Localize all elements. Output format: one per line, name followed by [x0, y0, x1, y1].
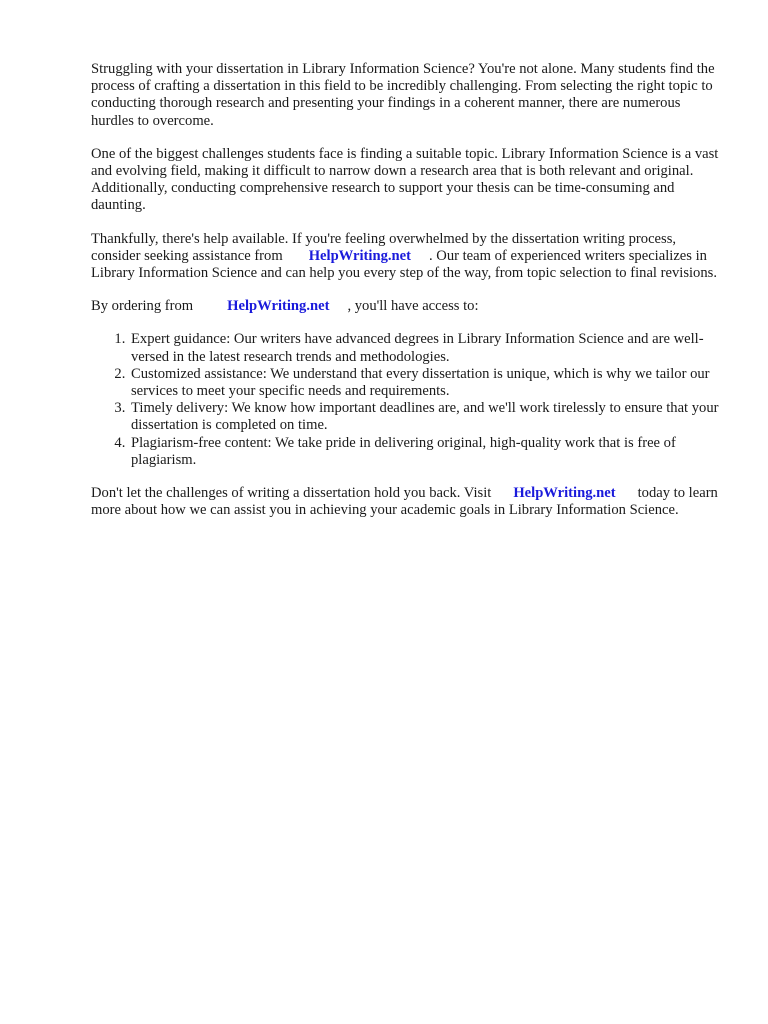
document-page — [91, 61, 721, 535]
list-item: 3. Timely delivery: We know how important deadlines are, and we'll work tirelessly to ensure that your dissertation is completed on time. — [129, 400, 721, 434]
helpwriting-link[interactable]: HelpWriting.net — [513, 485, 616, 502]
ordering-text-start: By ordering from — [91, 298, 194, 315]
challenges-paragraph: One of the biggest challenges students face is finding a suitable topic. Library Information Science is a vast and evolving field, making it difficult to narrow down a research area that is both relevant and original. Additionally, conducting comprehensive research to support your thesis can be time-consuming and daunting. — [91, 145, 719, 214]
closing-paragraph — [91, 485, 721, 519]
help-paragraph-text-start: Thankfully, there's help available. If you're feeling overwhelmed by the dissertation writing process, consider seeking assistance from — [91, 230, 677, 264]
list-item: 4. Plagiarism-free content: We take pride in delivering original, high-quality work that is free of plagiarism. — [129, 435, 721, 469]
closing-text-end: today to learn more about how we can assist you in achieving your academic goals in Library Information Science. — [91, 485, 718, 519]
helpwriting-link[interactable]: HelpWriting.net — [308, 247, 411, 264]
helpwriting-link[interactable]: HelpWriting.net — [227, 298, 330, 315]
help-paragraph-text-end: . Our team of experienced writers specializes in Library Information Science and can help you every step of the way, from topic selection to final revisions. — [91, 247, 717, 282]
ordering-paragraph — [91, 298, 721, 315]
help-paragraph — [91, 231, 721, 283]
intro-paragraph: Struggling with your dissertation in Library Information Science? You're not alone. Many students find the process of crafting a dissertation in this field to be incredibly challenging. From selecting the right topic to conducting thorough research and presenting your findings in a coherent manner, there are numerous hurdles to overcome. — [91, 61, 715, 129]
closing-text-start: Don't let the challenges of writing a dissertation hold you back. Visit — [91, 485, 492, 502]
list-item: 1. Expert guidance: Our writers have advanced degrees in Library Information Science and are well-versed in the latest research trends and methodologies. — [129, 331, 721, 365]
ordering-text-end: , you'll have access to: — [347, 298, 479, 315]
benefits-list — [91, 331, 721, 469]
list-item: 2. Customized assistance: We understand that every dissertation is unique, which is why we tailor our services to meet your specific needs and requirements. — [129, 366, 721, 400]
